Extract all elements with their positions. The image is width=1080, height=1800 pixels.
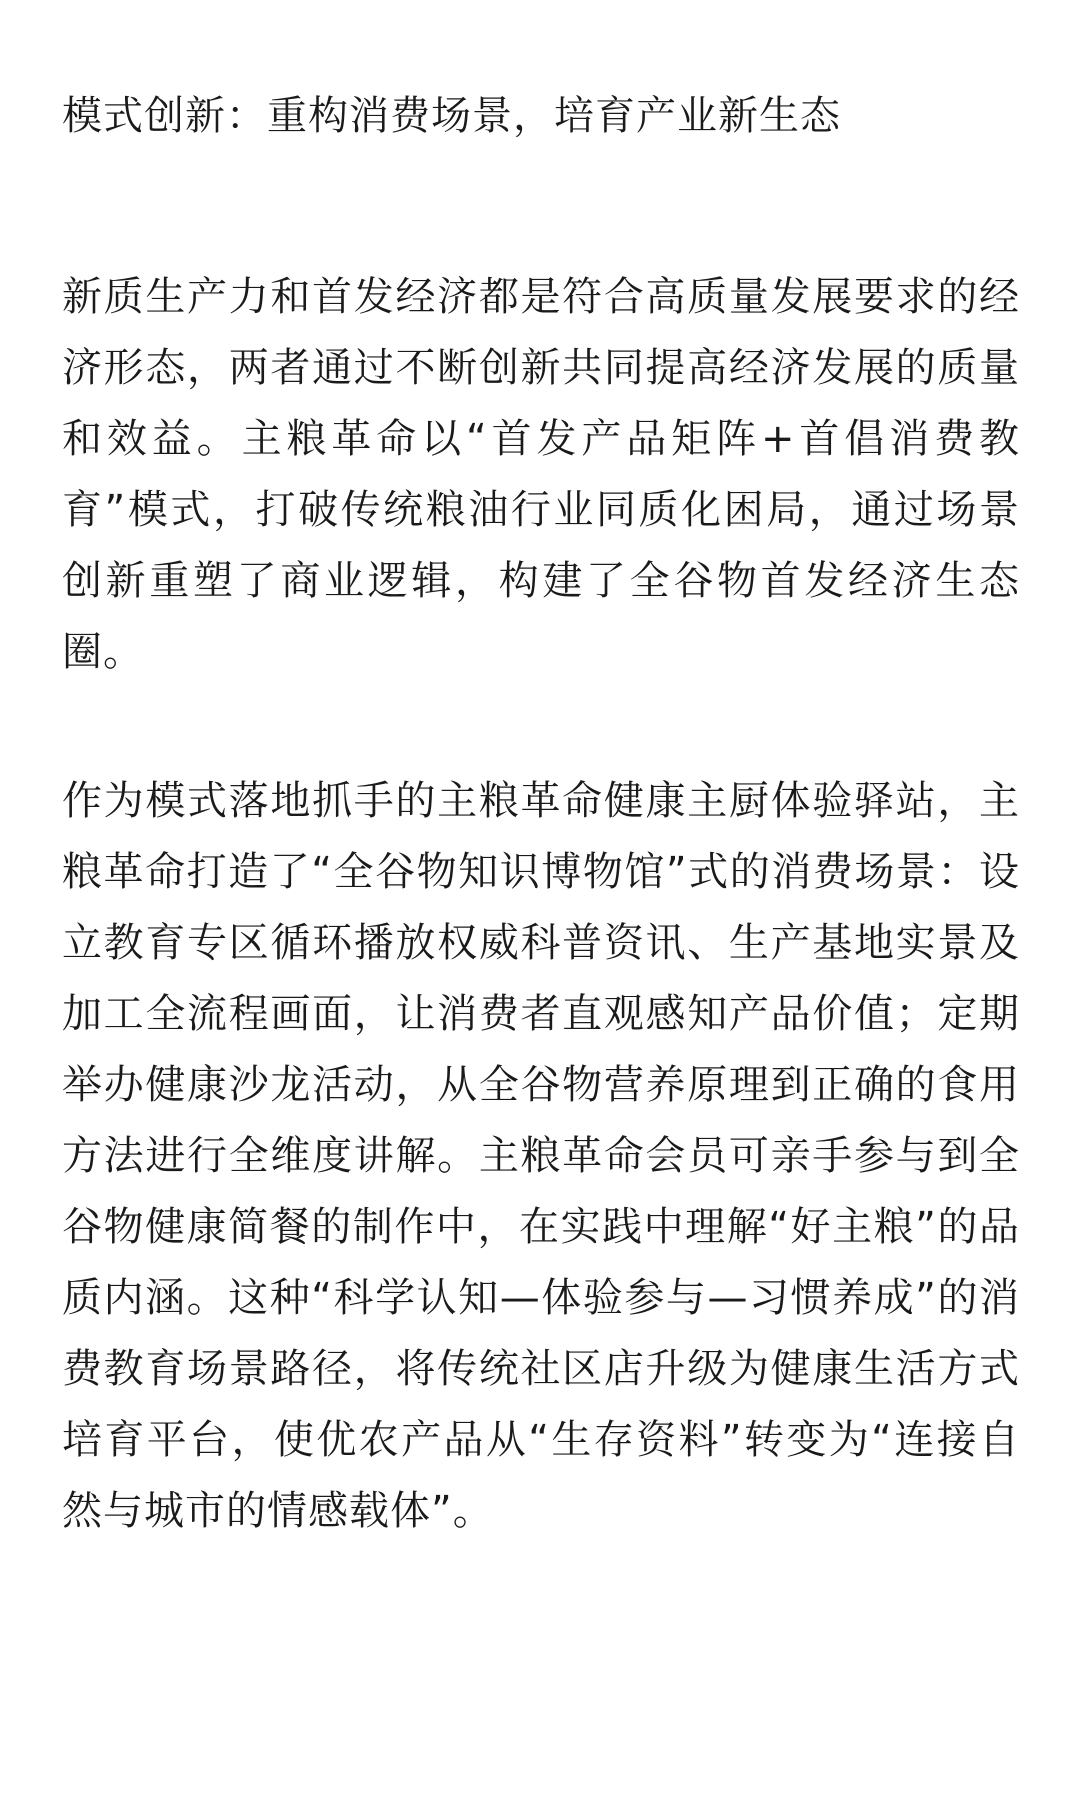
paragraph-first: 新质生产力和首发经济都是符合高质量发展要求的经济形态，两者通过不断创新共同提高经济发展的质量和效益。主粮革命以“首发产品矩阵+首倡消费教育”模式，打破传统粮油行业同质化困局，通过场景创新重塑了商业逻辑，构建了全谷物首发经济生态圈。 [62, 274, 1020, 675]
paragraph-second: 作为模式落地抓手的主粮革命健康主厨体验驿站，主粮革命打造了“全谷物知识博物馆”式的消费场景：设立教育专区循环播放权威科普资讯、生产基地实景及加工全流程画面，让消费者直观感知产品价值；定期举办健康沙龙活动，从全谷物营养原理到正确的食用方法进行全维度讲解。主粮革命会员可亲手参与到全谷物健康简餐的制作中，在实践中理解“好主粮”的品质内涵。这种“科学认知—体验参与—习惯养成”的消费教育场景路径，将传统社区店升级为健康生活方式培育平台，使优农产品从“生存资料”转变为“连接自然与城市的情感载体”。 [62, 778, 1020, 1534]
section-title: 模式创新：重构消费场景，培育产业新生态 [62, 93, 841, 139]
